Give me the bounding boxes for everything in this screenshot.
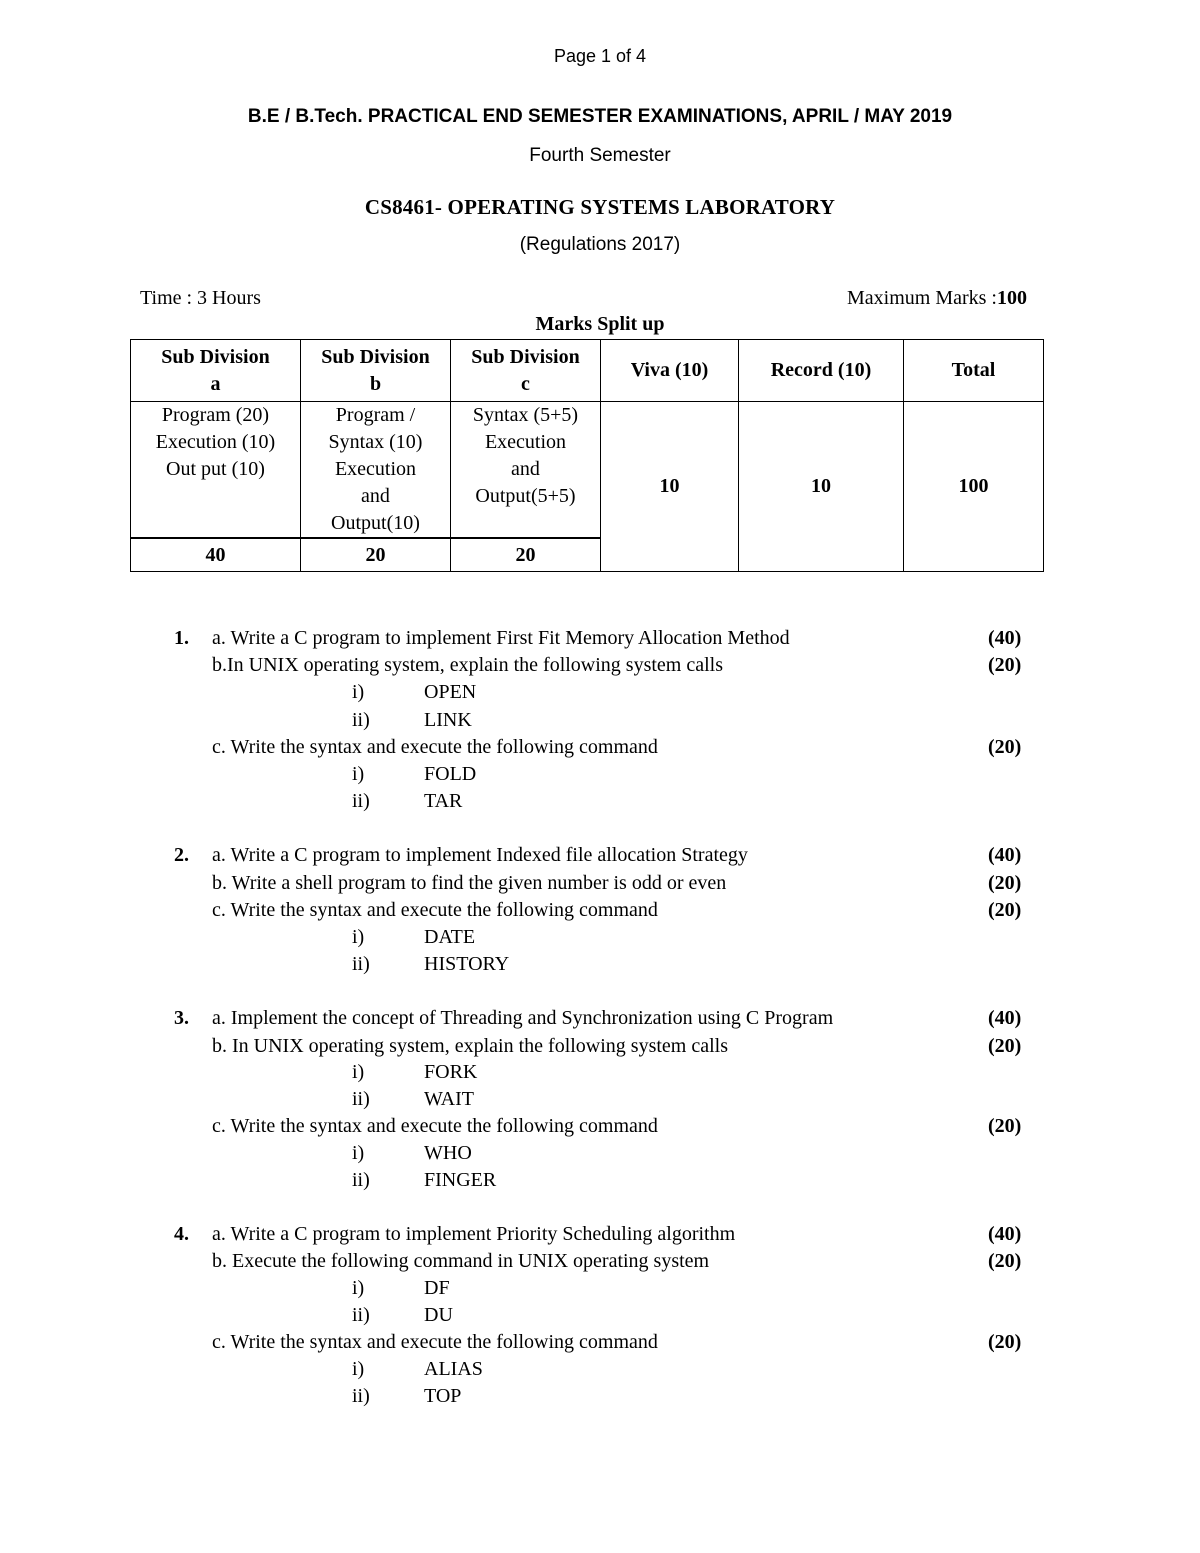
- semester: Fourth Semester: [529, 145, 671, 166]
- marks-part-b: (20): [988, 872, 1022, 894]
- header-total: Total: [904, 340, 1044, 402]
- question-part-c: c. Write the syntax and execute the following command: [212, 736, 658, 758]
- list-item-number: i): [352, 1142, 365, 1164]
- maximum-marks-value: 100: [997, 287, 1027, 309]
- value-sub-division-a: 40: [131, 538, 301, 571]
- list-item-text: FORK: [424, 1061, 478, 1083]
- exam-title: B.E / B.Tech. PRACTICAL END SEMESTER EXAMINATIONS, APRIL / MAY 2019: [247, 106, 953, 127]
- marks-part-b: (20): [988, 1035, 1022, 1057]
- list-item-text: OPEN: [424, 681, 477, 703]
- question-part-b: b. In UNIX operating system, explain the following system calls: [212, 1035, 729, 1057]
- list-item-text: HISTORY: [424, 953, 510, 975]
- list-item-number: i): [352, 763, 365, 785]
- header-sub-division-b: Sub Division b: [301, 340, 451, 402]
- marks-part-b: (20): [988, 1250, 1022, 1272]
- list-item-text: LINK: [424, 709, 472, 731]
- list-item-number: i): [352, 926, 365, 948]
- list-item-number: ii): [352, 1088, 370, 1110]
- maximum-marks-label: Maximum Marks :: [847, 287, 997, 309]
- marks-part-a: (40): [988, 627, 1022, 649]
- maximum-marks: [847, 287, 1027, 310]
- value-total: 100: [904, 402, 1044, 572]
- table-header-row: [131, 340, 1044, 402]
- list-item-text: FINGER: [424, 1169, 497, 1191]
- list-item-number: i): [352, 1358, 365, 1380]
- question-number: 2.: [174, 844, 189, 866]
- course-title: CS8461- OPERATING SYSTEMS LABORATORY: [364, 195, 836, 219]
- list-item-number: ii): [352, 1169, 370, 1191]
- question-part-b: b. Execute the following command in UNIX operating system: [212, 1250, 710, 1272]
- question-number: 3.: [174, 1007, 189, 1029]
- value-sub-division-b: 20: [301, 538, 451, 571]
- marks-part-c: (20): [988, 1331, 1022, 1353]
- header-sub-division-a: Sub Division a: [131, 340, 301, 402]
- detail-sub-division-b: Program / Syntax (10) Execution and Output(10): [301, 402, 451, 539]
- question-part-a: a. Write a C program to implement Indexed file allocation Strategy: [212, 844, 748, 866]
- marks-split-table: [130, 339, 1044, 572]
- marks-part-a: (40): [988, 844, 1022, 866]
- list-item-text: WAIT: [424, 1088, 474, 1110]
- value-sub-division-c: 20: [451, 538, 601, 571]
- marks-part-c: (20): [988, 736, 1022, 758]
- marks-part-a: (40): [988, 1007, 1022, 1029]
- list-item-number: i): [352, 1277, 365, 1299]
- marks-part-c: (20): [988, 899, 1022, 921]
- list-item-text: WHO: [424, 1142, 472, 1164]
- list-item-number: ii): [352, 1385, 370, 1407]
- value-record: 10: [739, 402, 904, 572]
- question-number: 1.: [174, 627, 189, 649]
- question-part-a: a. Write a C program to implement First Fit Memory Allocation Method: [212, 627, 790, 649]
- marks-part-b: (20): [988, 654, 1022, 676]
- regulations: (Regulations 2017): [519, 234, 681, 255]
- list-item-text: ALIAS: [424, 1358, 483, 1380]
- question-part-c: c. Write the syntax and execute the following command: [212, 1331, 658, 1353]
- list-item-number: ii): [352, 709, 370, 731]
- header-record: Record (10): [739, 340, 904, 402]
- question-part-a: a. Write a C program to implement Priority Scheduling algorithm: [212, 1223, 736, 1245]
- list-item-text: DU: [424, 1304, 453, 1326]
- list-item-text: DATE: [424, 926, 476, 948]
- list-item-number: ii): [352, 953, 370, 975]
- marks-part-c: (20): [988, 1115, 1022, 1137]
- header-viva: Viva (10): [601, 340, 739, 402]
- question-part-b: b. Write a shell program to find the given number is odd or even: [212, 872, 727, 894]
- value-viva: 10: [601, 402, 739, 572]
- question-part-a: a. Implement the concept of Threading and Synchronization using C Program: [212, 1007, 834, 1029]
- marks-part-a: (40): [988, 1223, 1022, 1245]
- list-item-text: FOLD: [424, 763, 477, 785]
- list-item-text: TOP: [424, 1385, 462, 1407]
- detail-sub-division-a: Program (20) Execution (10) Out put (10): [131, 402, 301, 539]
- question-part-c: c. Write the syntax and execute the following command: [212, 899, 658, 921]
- list-item-text: DF: [424, 1277, 450, 1299]
- list-item-number: i): [352, 681, 365, 703]
- list-item-number: i): [352, 1061, 365, 1083]
- question-number: 4.: [174, 1223, 189, 1245]
- question-part-b: b.In UNIX operating system, explain the following system calls: [212, 654, 724, 676]
- marks-split-title: Marks Split up: [535, 313, 665, 335]
- list-item-number: ii): [352, 790, 370, 812]
- list-item-text: TAR: [424, 790, 463, 812]
- question-part-c: c. Write the syntax and execute the following command: [212, 1115, 658, 1137]
- detail-sub-division-c: Syntax (5+5) Execution and Output(5+5): [451, 402, 601, 539]
- exam-duration: Time : 3 Hours: [140, 287, 261, 309]
- list-item-number: ii): [352, 1304, 370, 1326]
- header-sub-division-c: Sub Division c: [451, 340, 601, 402]
- page-number: Page 1 of 4: [553, 46, 647, 66]
- table-detail-row: [131, 402, 1044, 539]
